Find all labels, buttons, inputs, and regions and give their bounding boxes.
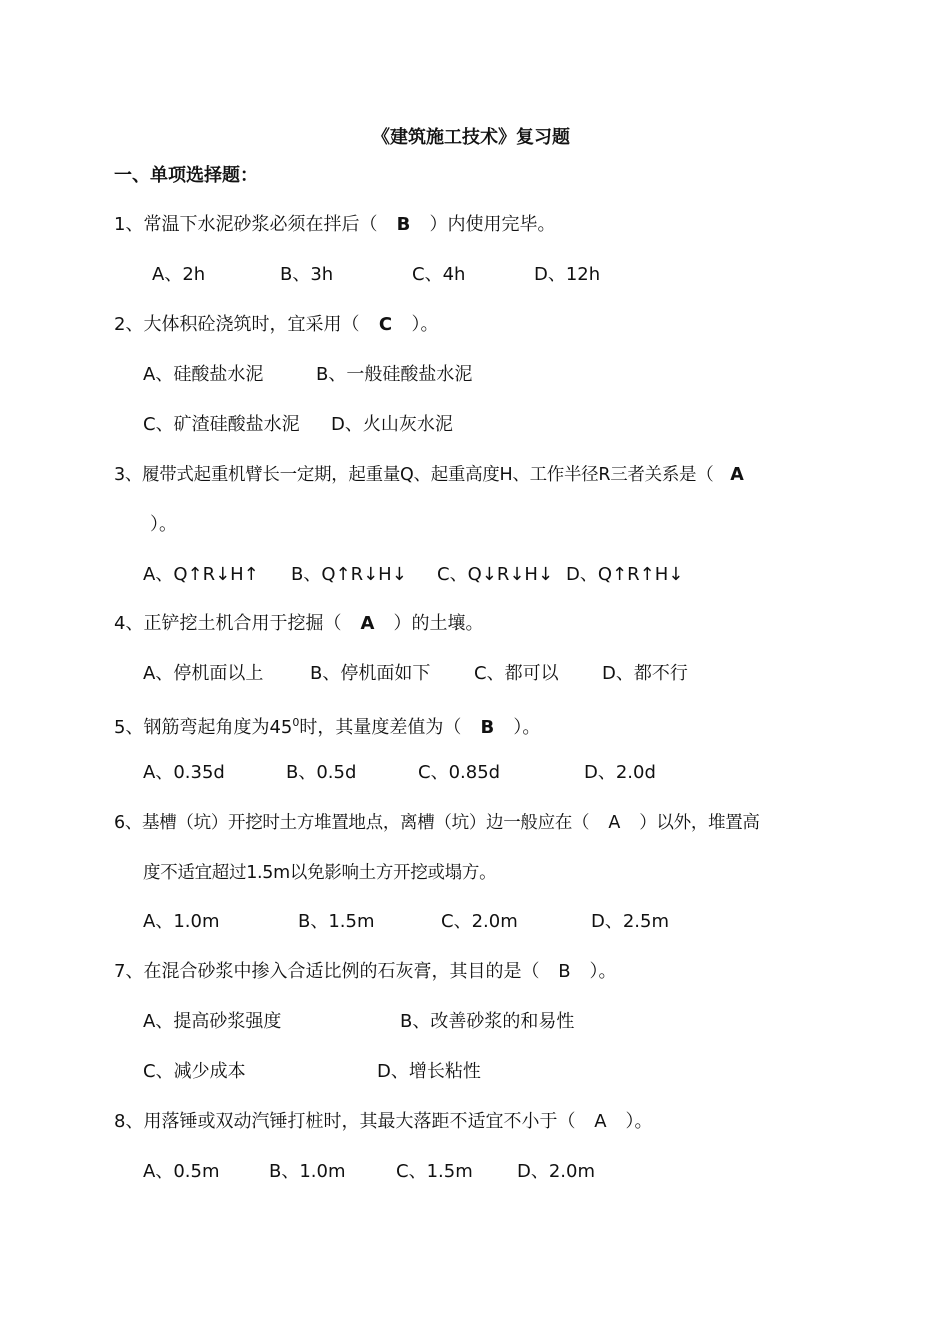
question-6 (114, 811, 760, 835)
question-8 (114, 1110, 652, 1134)
option-c: C、Q↓R↓H↓ (437, 564, 554, 585)
question-text-tail: ）。 (625, 1111, 653, 1132)
question-6-continuation: 度不适宜超过1.5m以免影响土方开挖或塌方。 (143, 863, 497, 883)
option-b: B、1.5m (298, 911, 375, 932)
answer-mark: B (396, 214, 411, 235)
degree-superscript: 0 (292, 716, 300, 729)
option-b: B、一般硅酸盐水泥 (316, 364, 473, 385)
answer-mark: A (594, 1111, 607, 1132)
option-d: D、增长粘性 (377, 1061, 481, 1082)
question-5 (114, 711, 540, 740)
option-c: C、4h (412, 264, 466, 285)
option-a: A、停机面以上 (143, 663, 264, 684)
answer-mark: C (378, 314, 393, 335)
option-c: C、减少成本 (143, 1061, 246, 1082)
option-d: D、2.5m (591, 911, 670, 932)
option-a: A、0.35d (143, 762, 225, 783)
option-a: A、提高砂浆强度 (143, 1011, 282, 1032)
answer-mark: A (360, 613, 375, 634)
option-c: C、矿渣硅酸盐水泥 (143, 414, 300, 435)
question-1 (114, 213, 555, 237)
answer-mark: A (730, 465, 744, 485)
section-heading: 一、单项选择题： (114, 165, 258, 186)
question-text-tail: ）以外，堆置高 (639, 813, 760, 833)
option-d: D、2.0m (517, 1161, 596, 1182)
option-d: D、2.0d (584, 762, 656, 783)
option-d: D、Q↑R↑H↓ (566, 564, 684, 585)
answer-mark: B (558, 961, 571, 982)
question-3-tail: ）。 (150, 514, 177, 535)
option-c: C、2.0m (441, 911, 518, 932)
option-b: B、0.5d (286, 762, 357, 783)
answer-mark: B (480, 717, 495, 738)
option-a: A、硅酸盐水泥 (143, 364, 264, 385)
question-text: 8、用落锤或双动汽锤打桩时，其最大落距不适宜不小于（ (114, 1111, 576, 1132)
option-b: B、1.0m (269, 1161, 346, 1182)
question-text-tail: ）内使用完毕。 (429, 214, 556, 235)
option-a: A、Q↑R↓H↑ (143, 564, 259, 585)
option-c: C、都可以 (474, 663, 559, 684)
question-text: 3、履带式起重机臂长一定期，起重量Q、起重高度H、工作半径R三者关系是（ (114, 465, 714, 485)
option-a: A、1.0m (143, 911, 220, 932)
question-4 (114, 612, 483, 636)
option-a: A、0.5m (143, 1161, 220, 1182)
question-text-tail: ）的土壤。 (393, 613, 484, 634)
option-b: B、Q↑R↓H↓ (291, 564, 407, 585)
option-c: C、1.5m (396, 1161, 473, 1182)
question-text-tail: ）。 (589, 961, 617, 982)
option-a: A、2h (152, 264, 206, 285)
question-text: 2、大体积砼浇筑时，宜采用（ (114, 314, 360, 335)
question-text-2: 时，其量度差值为（ (299, 717, 462, 738)
option-b: B、改善砂浆的和易性 (400, 1011, 575, 1032)
question-text: 6、基槽（坑）开挖时土方堆置地点，离槽（坑）边一般应在（ (114, 813, 590, 833)
question-3 (114, 463, 743, 487)
question-2 (114, 313, 438, 337)
option-d: D、都不行 (602, 663, 688, 684)
question-text: 1、常温下水泥砂浆必须在拌后（ (114, 214, 378, 235)
option-b: B、停机面如下 (310, 663, 431, 684)
question-7 (114, 960, 616, 984)
question-text: 7、在混合砂浆中掺入合适比例的石灰膏，其目的是（ (114, 961, 540, 982)
option-c: C、0.85d (418, 762, 501, 783)
option-d: D、火山灰水泥 (331, 414, 453, 435)
question-text: 5、钢筋弯起角度为45 (114, 717, 293, 738)
question-text: 4、正铲挖土机合用于挖掘（ (114, 613, 342, 634)
page-title: 《建筑施工技术》复习题 (372, 127, 570, 148)
answer-mark: A (608, 813, 621, 833)
question-text-tail: ）。 (411, 314, 439, 335)
option-b: B、3h (280, 264, 334, 285)
question-text-tail: ）。 (513, 717, 541, 738)
option-d: D、12h (534, 264, 601, 285)
